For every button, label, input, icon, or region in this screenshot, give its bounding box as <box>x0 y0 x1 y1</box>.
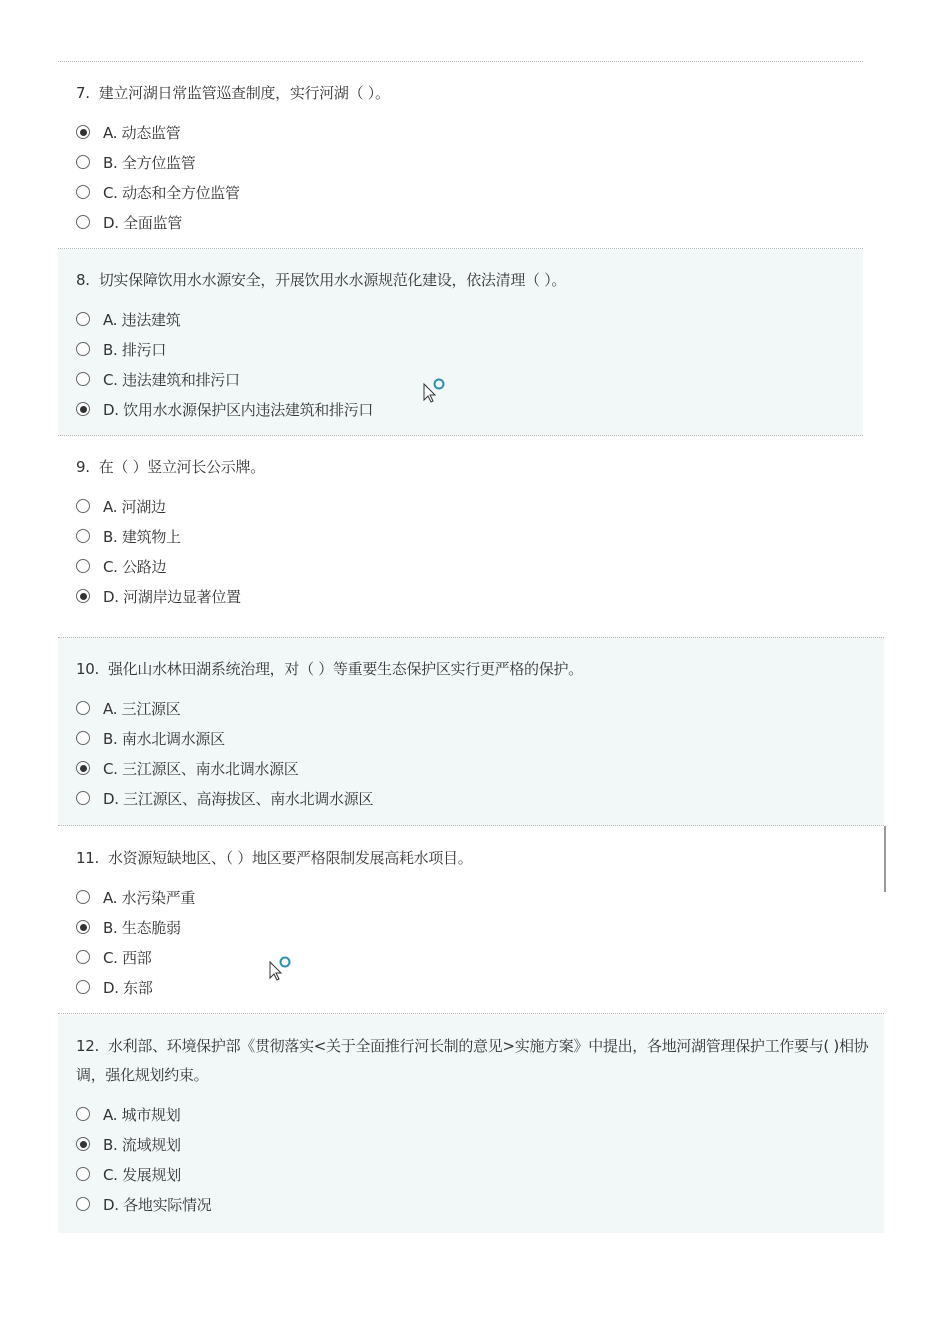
option-label: C. 违法建筑和排污口 <box>103 370 240 389</box>
option-a[interactable] <box>76 693 876 723</box>
question-10 <box>58 637 884 826</box>
question-stem: 强化山水林田湖系统治理，对（ ）等重要生态保护区实行更严格的保护。 <box>107 660 583 678</box>
scrollbar-thumb[interactable] <box>884 826 886 892</box>
busy-pointer-icon <box>268 956 292 982</box>
radio-icon[interactable] <box>76 499 90 513</box>
radio-icon[interactable] <box>76 125 90 139</box>
option-c[interactable] <box>76 1159 876 1189</box>
question-12 <box>58 1015 884 1233</box>
option-a[interactable] <box>76 882 876 912</box>
options-list <box>76 491 855 611</box>
option-c[interactable] <box>76 753 876 783</box>
radio-icon[interactable] <box>76 529 90 543</box>
options-list <box>76 304 855 424</box>
option-d[interactable] <box>76 1189 876 1219</box>
option-b[interactable] <box>76 147 855 177</box>
question-stem: 水资源短缺地区、（ ）地区要严格限制发展高耗水项目。 <box>107 849 473 867</box>
option-b[interactable] <box>76 912 876 942</box>
option-d[interactable] <box>76 207 855 237</box>
options-list <box>76 1099 876 1219</box>
option-d[interactable] <box>76 783 876 813</box>
option-label: D. 全面监管 <box>103 213 182 232</box>
option-a[interactable] <box>76 117 855 147</box>
radio-icon[interactable] <box>76 920 90 934</box>
option-label: D. 各地实际情况 <box>103 1195 212 1214</box>
question-text <box>76 436 855 482</box>
question-number: 10. <box>76 660 99 678</box>
option-c[interactable] <box>76 942 876 972</box>
option-a[interactable] <box>76 1099 876 1129</box>
question-stem: 切实保障饮用水水源安全，开展饮用水水源规范化建设，依法清理（ ）。 <box>98 271 567 289</box>
option-label: B. 全方位监管 <box>103 153 196 172</box>
option-label: A. 三江源区 <box>103 699 181 718</box>
option-b[interactable] <box>76 334 855 364</box>
radio-icon[interactable] <box>76 950 90 964</box>
radio-icon[interactable] <box>76 155 90 169</box>
option-label: C. 发展规划 <box>103 1165 181 1184</box>
option-label: A. 违法建筑 <box>103 310 181 329</box>
option-label: D. 饮用水水源保护区内违法建筑和排污口 <box>103 400 374 419</box>
question-8 <box>58 249 863 436</box>
option-b[interactable] <box>76 723 876 753</box>
question-text <box>76 638 876 684</box>
option-d[interactable] <box>76 581 855 611</box>
radio-icon[interactable] <box>76 1167 90 1181</box>
options-list <box>76 693 876 813</box>
question-number: 11. <box>76 849 99 867</box>
option-label: A. 动态监管 <box>103 123 181 142</box>
question-number: 9. <box>76 458 90 476</box>
option-label: C. 公路边 <box>103 557 167 576</box>
question-number: 8. <box>76 271 90 289</box>
option-a[interactable] <box>76 304 855 334</box>
question-number: 7. <box>76 84 90 102</box>
radio-icon[interactable] <box>76 1137 90 1151</box>
question-stem: 在（ ）竖立河长公示牌。 <box>98 458 265 476</box>
radio-icon[interactable] <box>76 402 90 416</box>
option-label: B. 建筑物上 <box>103 527 181 546</box>
options-list <box>76 882 876 1002</box>
option-c[interactable] <box>76 177 855 207</box>
question-text <box>76 62 855 108</box>
option-b[interactable] <box>76 1129 876 1159</box>
question-text <box>76 249 855 295</box>
radio-icon[interactable] <box>76 342 90 356</box>
radio-icon[interactable] <box>76 215 90 229</box>
option-label: D. 东部 <box>103 978 153 997</box>
question-text <box>76 827 876 873</box>
option-b[interactable] <box>76 521 855 551</box>
option-label: A. 水污染严重 <box>103 888 196 907</box>
radio-icon[interactable] <box>76 185 90 199</box>
radio-icon[interactable] <box>76 701 90 715</box>
option-label: B. 流域规划 <box>103 1135 181 1154</box>
question-text <box>76 1015 876 1090</box>
option-d[interactable] <box>76 394 855 424</box>
radio-icon[interactable] <box>76 589 90 603</box>
question-7 <box>58 62 863 249</box>
question-11 <box>58 827 884 1014</box>
busy-pointer-icon <box>422 378 446 404</box>
radio-icon[interactable] <box>76 791 90 805</box>
option-label: B. 排污口 <box>103 340 167 359</box>
radio-icon[interactable] <box>76 761 90 775</box>
radio-icon[interactable] <box>76 1107 90 1121</box>
option-label: B. 生态脆弱 <box>103 918 181 937</box>
radio-icon[interactable] <box>76 731 90 745</box>
question-stem: 建立河湖日常监管巡查制度，实行河湖（ ）。 <box>98 84 390 102</box>
option-label: A. 城市规划 <box>103 1105 181 1124</box>
option-label: A. 河湖边 <box>103 497 166 516</box>
option-label: B. 南水北调水源区 <box>103 729 225 748</box>
radio-icon[interactable] <box>76 890 90 904</box>
question-9 <box>58 436 863 636</box>
option-d[interactable] <box>76 972 876 1002</box>
option-label: C. 三江源区、南水北调水源区 <box>103 759 299 778</box>
option-label: D. 河湖岸边显著位置 <box>103 587 241 606</box>
option-c[interactable] <box>76 364 855 394</box>
radio-icon[interactable] <box>76 980 90 994</box>
option-a[interactable] <box>76 491 855 521</box>
radio-icon[interactable] <box>76 559 90 573</box>
option-label: D. 三江源区、高海拔区、南水北调水源区 <box>103 789 374 808</box>
option-label: C. 西部 <box>103 948 152 967</box>
radio-icon[interactable] <box>76 372 90 386</box>
options-list <box>76 117 855 237</box>
radio-icon[interactable] <box>76 312 90 326</box>
question-stem: 水利部、环境保护部《贯彻落实<关于全面推行河长制的意见>实施方案》中提出，各地河湖管理保护工作要与( )相协调，强化规划约束。 <box>76 1037 869 1084</box>
option-c[interactable] <box>76 551 855 581</box>
radio-icon[interactable] <box>76 1197 90 1211</box>
question-number: 12. <box>76 1037 99 1055</box>
option-label: C. 动态和全方位监管 <box>103 183 240 202</box>
